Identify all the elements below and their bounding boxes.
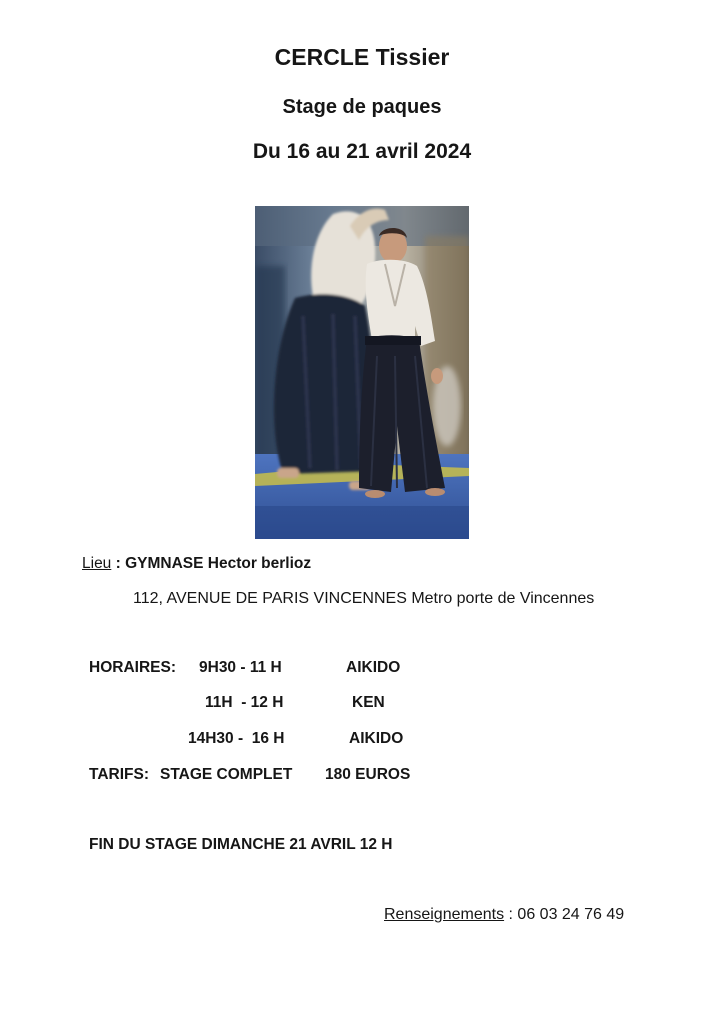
session-time: 9H30 - 11 H bbox=[199, 659, 282, 676]
aikido-photo bbox=[255, 206, 469, 539]
contact-separator: : bbox=[504, 906, 518, 923]
pricing-package: STAGE COMPLET bbox=[160, 766, 293, 783]
session-time: 11H - 12 H bbox=[205, 694, 284, 711]
stage-end-notice: FIN DU STAGE DIMANCHE 21 AVRIL 12 H bbox=[89, 836, 393, 853]
schedule-label: HORAIRES: bbox=[89, 659, 176, 676]
event-subtitle: Stage de paques bbox=[282, 96, 442, 118]
venue-separator: : bbox=[111, 555, 126, 572]
contact-label: Renseignements bbox=[384, 906, 505, 923]
contact-phone: 06 03 24 76 49 bbox=[517, 906, 625, 923]
session-activity: KEN bbox=[352, 694, 385, 711]
session-activity: AIKIDO bbox=[346, 659, 401, 676]
contact-row bbox=[384, 906, 624, 924]
session-time: 14H30 - 16 H bbox=[188, 730, 285, 747]
pricing-amount: 180 EUROS bbox=[325, 766, 411, 783]
venue-address: 112, AVENUE DE PARIS VINCENNES Metro porte de Vincennes bbox=[133, 590, 595, 607]
pricing-label: TARIFS: bbox=[89, 766, 149, 783]
page-title: CERCLE Tissier bbox=[274, 44, 450, 70]
venue-label: Lieu bbox=[82, 555, 112, 572]
aikido-photo-icon bbox=[255, 206, 469, 539]
venue-row bbox=[82, 555, 311, 573]
event-dates: Du 16 au 21 avril 2024 bbox=[252, 140, 472, 163]
venue-name: GYMNASE Hector berlioz bbox=[125, 555, 312, 572]
session-activity: AIKIDO bbox=[349, 730, 404, 747]
